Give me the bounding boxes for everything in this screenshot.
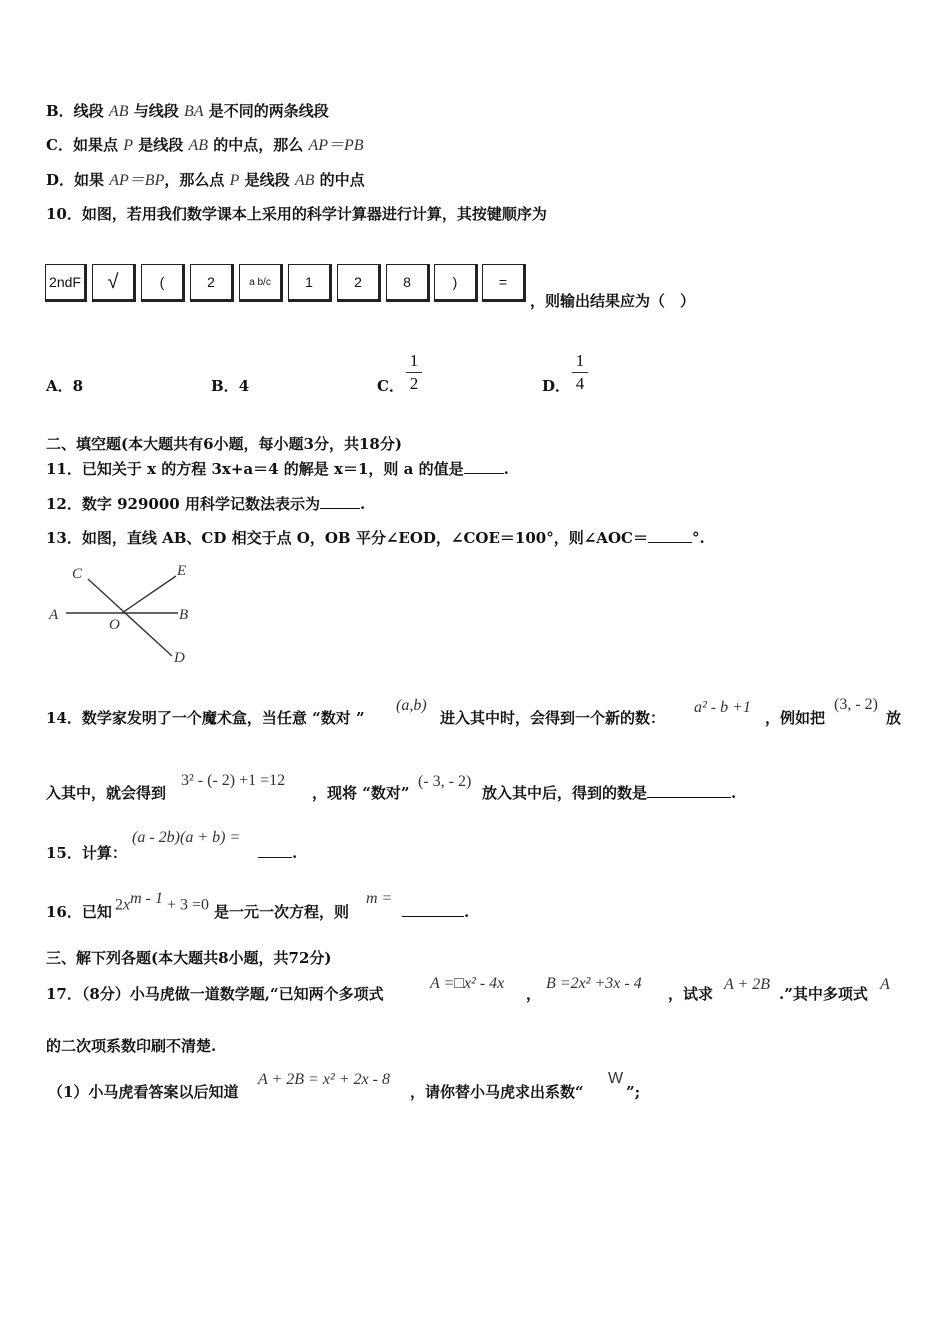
- q10-option-d-label: D．: [542, 377, 571, 395]
- key-2b: 2: [337, 264, 381, 302]
- q15-blank: .: [258, 843, 297, 863]
- key-1: 1: [288, 264, 332, 302]
- key-open-paren: (: [141, 264, 185, 302]
- ray-oe: [122, 576, 176, 613]
- q13: 13．如图，直线 AB、CD 相交于点 O，OB 平分∠EOD，∠COE＝100°，则∠AOC＝ °.: [46, 529, 705, 547]
- q14-expr: a² - b +1: [694, 699, 751, 716]
- q17-ask: A + 2B: [724, 976, 771, 993]
- q15-label: 15．计算：: [46, 844, 127, 862]
- q14-line2-mid: ，现将 “数对”: [312, 784, 410, 802]
- q10-stem: 10．如图，若用我们数学课本上采用的科学计算器进行计算，其按键顺序为: [46, 205, 547, 223]
- q10-option-a: A．8: [46, 377, 84, 395]
- q14-calc: 3² - (- 2) +1 =12: [181, 772, 286, 789]
- q17-symbol: W: [608, 1070, 624, 1087]
- key-sqrt: √: [92, 264, 136, 302]
- q10-option-c-label: C．: [377, 377, 404, 395]
- label-e: E: [177, 563, 187, 579]
- q10-option-c-fraction: $\frac{1}{2}$: [406, 350, 422, 395]
- q14-pair2: (- 3, - 2): [418, 773, 472, 790]
- q10-option-b: B．4: [211, 377, 250, 395]
- q17-part1-expr: A + 2B = x² + 2x - 8: [258, 1071, 390, 1088]
- q17-a-expr: A =□x² - 4x: [430, 975, 505, 992]
- label-c: C: [72, 566, 83, 582]
- q14-line1-example: ，例如把: [765, 709, 826, 727]
- q14-line2-start: 入其中，就会得到: [46, 784, 167, 802]
- q14-line1-start: 14．数学家发明了一个魔术盒，当任意 “数对 ”: [46, 709, 365, 727]
- q9-option-d: D．如果 AP＝BP，那么点 P 是线段 AB 的中点: [46, 171, 365, 189]
- q12: 12．数字 929000 用科学记数法表示为 .: [46, 495, 366, 513]
- q16-label: 16．已知: [46, 903, 112, 921]
- q13-figure: [44, 560, 204, 670]
- q16-blank: .: [402, 902, 469, 922]
- key-fraction: a b/c: [239, 264, 283, 302]
- section-2-heading: 二、填空题(本大题共有6小题，每小题3分，共18分): [46, 435, 402, 453]
- key-2: 2: [190, 264, 234, 302]
- q16-expr: $2x^{m - 1} + 3 =0$: [115, 890, 210, 914]
- q10-option-d-fraction: $\frac{1}{4}$: [572, 350, 588, 395]
- line-cd: [88, 579, 172, 656]
- q17-part1-label: （1）小马虎看答案以后知道: [48, 1083, 239, 1101]
- key-2ndf: 2ndF: [45, 264, 87, 302]
- q14-line1-mid: 进入其中时，会得到一个新的数：: [440, 709, 666, 727]
- q16-var: m =: [366, 890, 393, 907]
- q14-pair: (a,b): [396, 697, 427, 714]
- q17-line2: 的二次项系数印刷不清楚.: [46, 1037, 217, 1055]
- q17-part1-end: ”;: [626, 1083, 641, 1101]
- q10-after-keys: ，则输出结果应为（ ）: [530, 292, 696, 310]
- q9-option-c: C．如果点 P 是线段 AB 的中点，那么 AP＝PB: [46, 136, 364, 154]
- q16-mid: 是一元一次方程，则: [214, 903, 350, 921]
- q17-b-expr: B =2x² +3x - 4: [546, 975, 642, 992]
- q17-part1-tail: ，请你替小马虎求出系数“: [410, 1083, 584, 1101]
- q15-expr: (a - 2b)(a + b) =: [132, 829, 241, 846]
- key-8: 8: [386, 264, 430, 302]
- label-b: B: [179, 607, 189, 623]
- label-o: O: [109, 617, 120, 633]
- q14-line2-end: 放入其中后，得到的数是 .: [482, 784, 737, 802]
- q9-option-b: B．线段 AB 与线段 BA 是不同的两条线段: [46, 102, 329, 120]
- q17-tail: .”其中多项式: [779, 985, 868, 1003]
- q17-mid: ，试求: [668, 985, 714, 1003]
- key-equals: =: [482, 264, 526, 302]
- label-a: A: [49, 607, 59, 623]
- label-d: D: [174, 650, 185, 666]
- q17-comma: ，: [526, 985, 542, 1003]
- key-close-paren: ): [434, 264, 478, 302]
- q11: 11．已知关于 x 的方程 3x+a＝4 的解是 x＝1，则 a 的值是 .: [46, 460, 509, 478]
- q17-var: A: [880, 976, 890, 993]
- q17-label: 17．（8分）小马虎做一道数学题,“已知两个多项式: [46, 985, 384, 1003]
- q14-example-pair: (3, - 2): [834, 696, 878, 713]
- q14-line1-end: 放: [886, 709, 902, 727]
- section-3-heading: 三、解下列各题(本大题共8小题，共72分): [46, 949, 332, 967]
